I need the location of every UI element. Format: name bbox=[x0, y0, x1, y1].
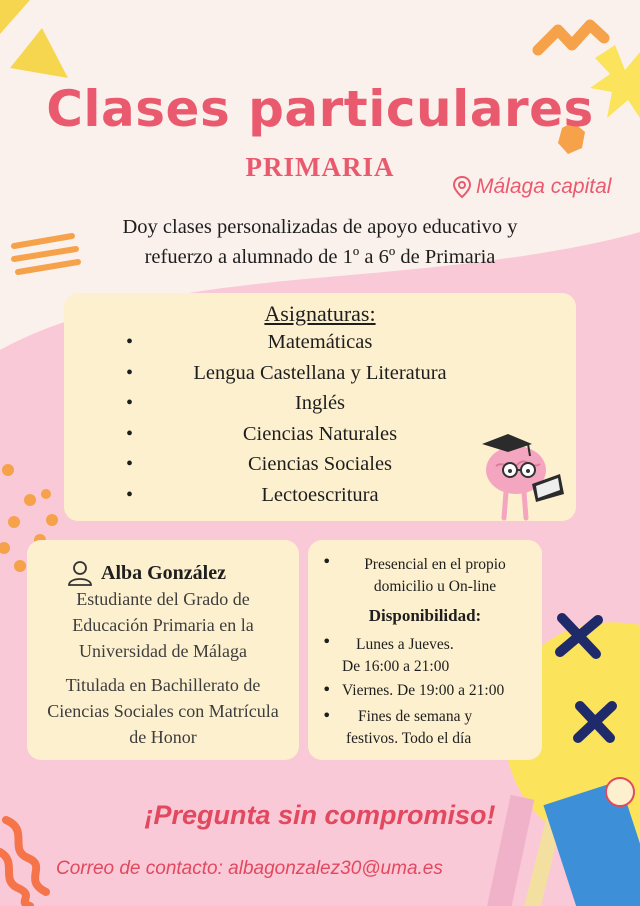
subject-item: • Ciencias Naturales bbox=[64, 423, 576, 454]
slot-weekdays-hours: De 16:00 a 21:00 bbox=[342, 658, 450, 675]
subject-item: • Lengua Castellana y Literatura bbox=[64, 362, 576, 393]
intro-line: Doy clases personalizadas de apoyo educativo y bbox=[122, 216, 518, 238]
slot-weekdays: Lunes a Jueves. bbox=[356, 636, 454, 653]
intro-text bbox=[60, 212, 580, 272]
slot-friday: Viernes. De 19:00 a 21:00 bbox=[342, 682, 505, 699]
bullet: • bbox=[322, 632, 332, 651]
bullet: • bbox=[322, 680, 332, 699]
availability-heading: Disponibilidad: bbox=[368, 606, 482, 625]
availability-card bbox=[308, 540, 542, 760]
tutor-qualification bbox=[27, 672, 299, 750]
tutor-degree bbox=[27, 586, 299, 664]
call-to-action: ¡Pregunta sin compromiso! bbox=[144, 800, 496, 830]
subject-item: • Ciencias Sociales bbox=[64, 453, 576, 484]
tutor-card bbox=[27, 540, 299, 760]
tutor-line: Titulada en Bachillerato de bbox=[65, 675, 261, 695]
location bbox=[452, 175, 611, 199]
page-title: Clases particulares bbox=[46, 80, 594, 138]
orange-zigzag bbox=[538, 25, 604, 50]
slot-weekend: Fines de semana y bbox=[358, 708, 473, 725]
subject-item: • Inglés bbox=[64, 392, 576, 423]
slot-weekend-hours: festivos. Todo el día bbox=[346, 730, 472, 747]
bullet: • bbox=[322, 552, 332, 571]
tutor-line: Ciencias Sociales con Matrícula bbox=[47, 701, 279, 721]
yellow-triangle-top bbox=[10, 28, 68, 78]
tutor-line: Educación Primaria en la bbox=[72, 615, 254, 635]
yellow-triangle-corner bbox=[0, 0, 30, 34]
location-pin-icon bbox=[452, 175, 472, 199]
brain-mascot-icon bbox=[474, 426, 574, 526]
location-label: Málaga capital bbox=[476, 175, 612, 198]
tutor-line: Estudiante del Grado de bbox=[76, 589, 250, 609]
subtitle: PRIMARIA bbox=[245, 152, 395, 182]
tutor-name-row bbox=[67, 560, 226, 586]
subjects-heading: Asignaturas: bbox=[264, 301, 376, 326]
tutor-name: Alba González bbox=[101, 561, 226, 584]
tutor-line: de Honor bbox=[129, 727, 197, 747]
subject-item: • Lectoescritura bbox=[64, 484, 576, 515]
bullet: • bbox=[322, 706, 332, 725]
mode-line: Presencial en el propio bbox=[364, 556, 506, 573]
intro-line: refuerzo a alumnado de 1º a 6º de Primaria bbox=[144, 246, 496, 268]
mode-text bbox=[328, 554, 542, 598]
tutor-line: Universidad de Málaga bbox=[79, 641, 247, 661]
contact-email: Correo de contacto: albagonzalez30@uma.es bbox=[56, 858, 443, 879]
subject-item: • Matemáticas bbox=[64, 331, 576, 362]
person-icon bbox=[67, 560, 93, 586]
mode-line: domicilio u On-line bbox=[373, 578, 497, 595]
